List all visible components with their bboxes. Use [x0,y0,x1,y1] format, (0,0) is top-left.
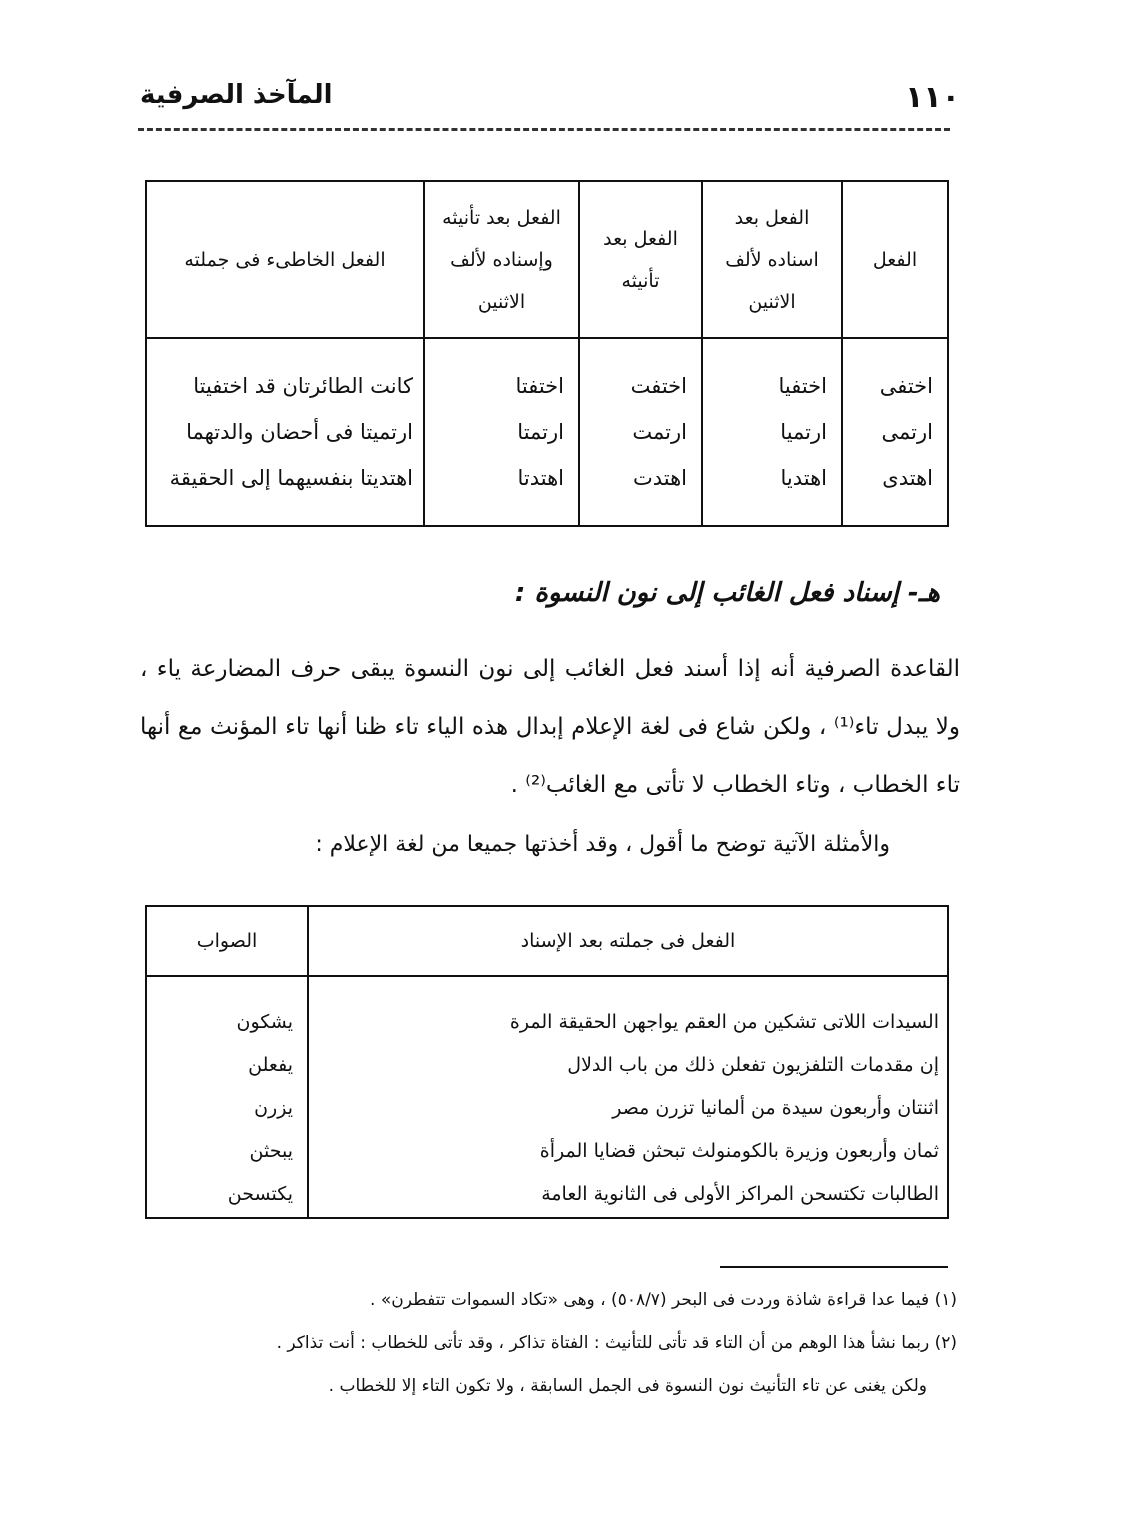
table-cell: يكتسحن [227,1183,293,1205]
table-cell: اهتدى [882,466,933,490]
table-cell: ثمان وأربعون وزيرة بالكومنولث تبحثن قضايا المرأة [539,1140,939,1162]
table1-header-verb: الفعل [842,181,948,338]
running-header-title: المآخذ الصرفية [140,80,333,110]
table1-col-fem [579,338,702,526]
table1-col-verb [842,338,948,526]
verb-conjugation-table [145,180,949,527]
table-cell: اختفتا [515,374,564,398]
table2-header-correct: الصواب [146,906,308,976]
body-paragraph: القاعدة الصرفية أنه إذا أسند فعل الغائب إلى نون النسوة يبقى حرف المضارعة ياء ، ولا يبدل تاء⁽¹⁾ ، ولكن شاع فى لغة الإعلام إبدال هذه الياء تاء ظنا أنها تاء المؤنث مع أنها تاء الخطاب ، وتاء الخطاب لا تأتى مع الغائب⁽²⁾ . [140,656,960,798]
footnote-2-continuation: ولكن يغنى عن تاء التأنيث نون النسوة فى الجمل السابقة ، ولا تكون التاء إلا للخطاب . [328,1376,927,1396]
footnote-separator [720,1266,948,1268]
table-cell: اثنتان وأربعون سيدة من ألمانيا تزرن مصر [612,1097,939,1119]
header-rule [138,128,950,131]
table2-body-row [146,976,948,1218]
table1-header-row [146,181,948,338]
table2-col-sentences [308,976,948,1218]
table-cell: اختفيا [778,374,827,398]
table1-col-error [146,338,424,526]
table-cell: اهتدت [632,466,687,490]
table2-col-corrections [146,976,308,1218]
table-cell: يفعلن [248,1054,293,1076]
table2-header-sentence: الفعل فى جملته بعد الإسناد [308,906,948,976]
table-cell: اهتديتا بنفسيهما إلى الحقيقة [169,466,413,490]
footnote-2: (٢) ربما نشأ هذا الوهم من أن التاء قد تأتى للتأنيث : الفتاة تذاكر ، وقد تأتى للخطاب : أنت تذاكر . [276,1333,957,1353]
table-cell: ارتمتا [517,420,564,444]
table-cell: الطالبات تكتسحن المراكز الأولى فى الثانوية العامة [541,1183,939,1205]
table-cell: ارتميا [780,420,827,444]
table-cell: اهتدتا [517,466,564,490]
examples-intro: والأمثلة الآتية توضح ما أقول ، وقد أخذتها جميعا من لغة الإعلام : [315,832,890,857]
table2-header-row [146,906,948,976]
page-number: ١١٠ [905,80,960,115]
table1-body-row [146,338,948,526]
table-cell: يبحثن [249,1140,293,1162]
table-cell: ارتمت [632,420,687,444]
table1-col-fem-dual [424,338,579,526]
table1-header-fem: الفعل بعد تأنيثه [579,181,702,338]
table1-header-error: الفعل الخاطىء فى جملته [146,181,424,338]
table-cell: كانت الطائرتان قد اختفيتا [193,374,413,398]
footnote-1: (١) فيما عدا قراءة شاذة وردت فى البحر (٥٠٨/٧) ، وهى «تكاد السموات تتفطرن» . [370,1290,957,1310]
table1-col-dual [702,338,842,526]
examples-table [145,905,949,1219]
table-cell: إن مقدمات التلفزيون تفعلن ذلك من باب الدلال [567,1054,939,1076]
table-cell: اختفى [879,374,933,398]
table-cell: اهتديا [780,466,827,490]
section-heading: هـ- إسناد فعل الغائب إلى نون النسوة : [514,578,940,608]
table-cell: يشكون [236,1011,293,1033]
table-cell: يزرن [254,1097,293,1119]
table1-header-fem-dual: الفعل بعد تأنيثه وإسناده لألف الاثنين [424,181,579,338]
table-cell: ارتمى [881,420,933,444]
table1-header-dual: الفعل بعد اسناده لألف الاثنين [702,181,842,338]
table-cell: اختفت [630,374,687,398]
table-cell: ارتميتا فى أحضان والدتهما [186,420,413,444]
table-cell: السيدات اللاتى تشكين من العقم يواجهن الحقيقة المرة [509,1011,939,1033]
